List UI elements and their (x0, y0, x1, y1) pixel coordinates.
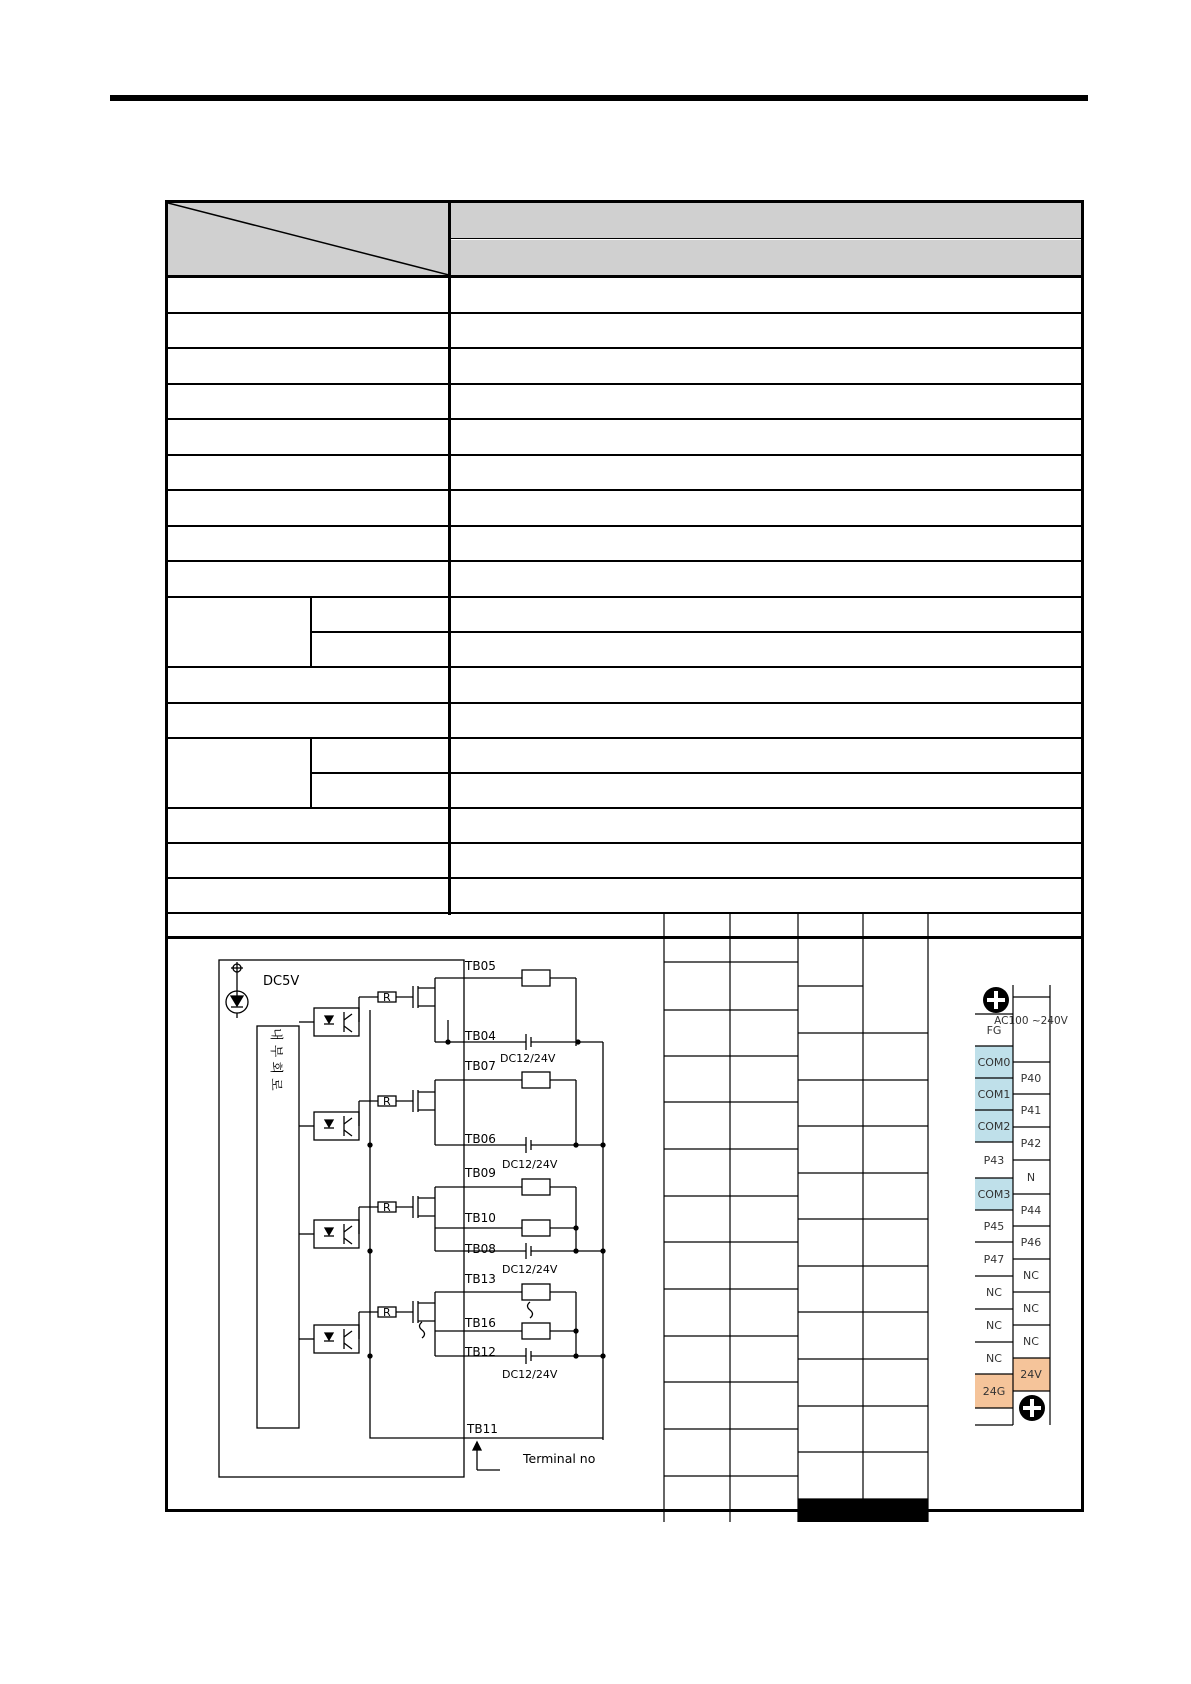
terminal-tb07: TB07 (465, 1059, 496, 1073)
terminal-left-com0: COM0 (977, 1056, 1011, 1069)
terminal-tb12: TB12 (465, 1345, 496, 1359)
plus-screw-icon-top (983, 987, 1009, 1013)
terminal-right-nc-3: NC (1023, 1335, 1039, 1348)
terminal-tb06: TB06 (465, 1132, 496, 1146)
dc5v-label: DC5V (263, 974, 300, 989)
terminal-tb09: TB09 (465, 1166, 496, 1180)
terminal-tb08: TB08 (465, 1242, 496, 1256)
terminal-tb16: TB16 (465, 1316, 496, 1330)
terminal-left-nc-3: NC (986, 1352, 1002, 1365)
internal-circuit-label: 내 부 회 로 (268, 1028, 283, 1091)
resistor-label-2: R (383, 1095, 391, 1108)
terminal-right-p42: P42 (1020, 1137, 1042, 1150)
terminal-right-p40: P40 (1020, 1072, 1042, 1085)
terminal-left-com1: COM1 (977, 1088, 1011, 1101)
terminal-left-p45: P45 (983, 1220, 1005, 1233)
terminal-right-nc-1: NC (1023, 1269, 1039, 1282)
terminal-no-label: Terminal no (523, 1451, 596, 1466)
terminal-right-p41: P41 (1020, 1104, 1042, 1117)
terminal-right-ac: AC100 ~240V (994, 1015, 1068, 1027)
supply-label-1: DC12/24V (500, 1052, 556, 1065)
terminal-right-nc-2: NC (1023, 1302, 1039, 1315)
channel-1 (299, 970, 603, 1440)
supply-label-2: DC12/24V (502, 1158, 558, 1171)
terminal-right-p46: P46 (1020, 1236, 1042, 1249)
resistor-label-4: R (383, 1306, 391, 1319)
terminal-tb13: TB13 (465, 1272, 496, 1286)
terminal-left-nc-2: NC (986, 1319, 1002, 1332)
terminal-left-p43: P43 (983, 1154, 1005, 1167)
channel-4 (299, 1284, 605, 1364)
terminal-left-fg: FG (986, 1024, 1002, 1037)
terminal-labels (464, 959, 498, 1436)
terminal-mapping-grid (664, 914, 928, 1522)
terminal-right-24v: 24V (1020, 1368, 1042, 1381)
terminal-left-nc-1: NC (986, 1286, 1002, 1299)
terminal-tb10: TB10 (465, 1211, 496, 1225)
terminal-right-p44: P44 (1020, 1204, 1042, 1217)
supply-label-3: DC12/24V (502, 1263, 558, 1276)
supply-label-4: DC12/24V (502, 1368, 558, 1381)
terminal-left-com2: COM2 (977, 1120, 1011, 1133)
resistor-label-3: R (383, 1201, 391, 1214)
terminal-right-n: N (1026, 1171, 1036, 1184)
terminal-left-p47: P47 (983, 1253, 1005, 1266)
terminal-tb05: TB05 (465, 959, 496, 973)
channel-2 (299, 1072, 605, 1153)
terminal-tb04: TB04 (465, 1029, 496, 1043)
filled-block (798, 1499, 928, 1522)
terminal-left-com3: COM3 (977, 1188, 1011, 1201)
plus-screw-icon-bottom (1019, 1395, 1045, 1421)
terminal-left-24g: 24G (982, 1385, 1006, 1398)
channel-3 (299, 1179, 605, 1259)
resistor-label-1: R (383, 991, 391, 1004)
terminal-tb11: TB11 (467, 1422, 498, 1436)
resistor-labels (383, 991, 391, 1319)
